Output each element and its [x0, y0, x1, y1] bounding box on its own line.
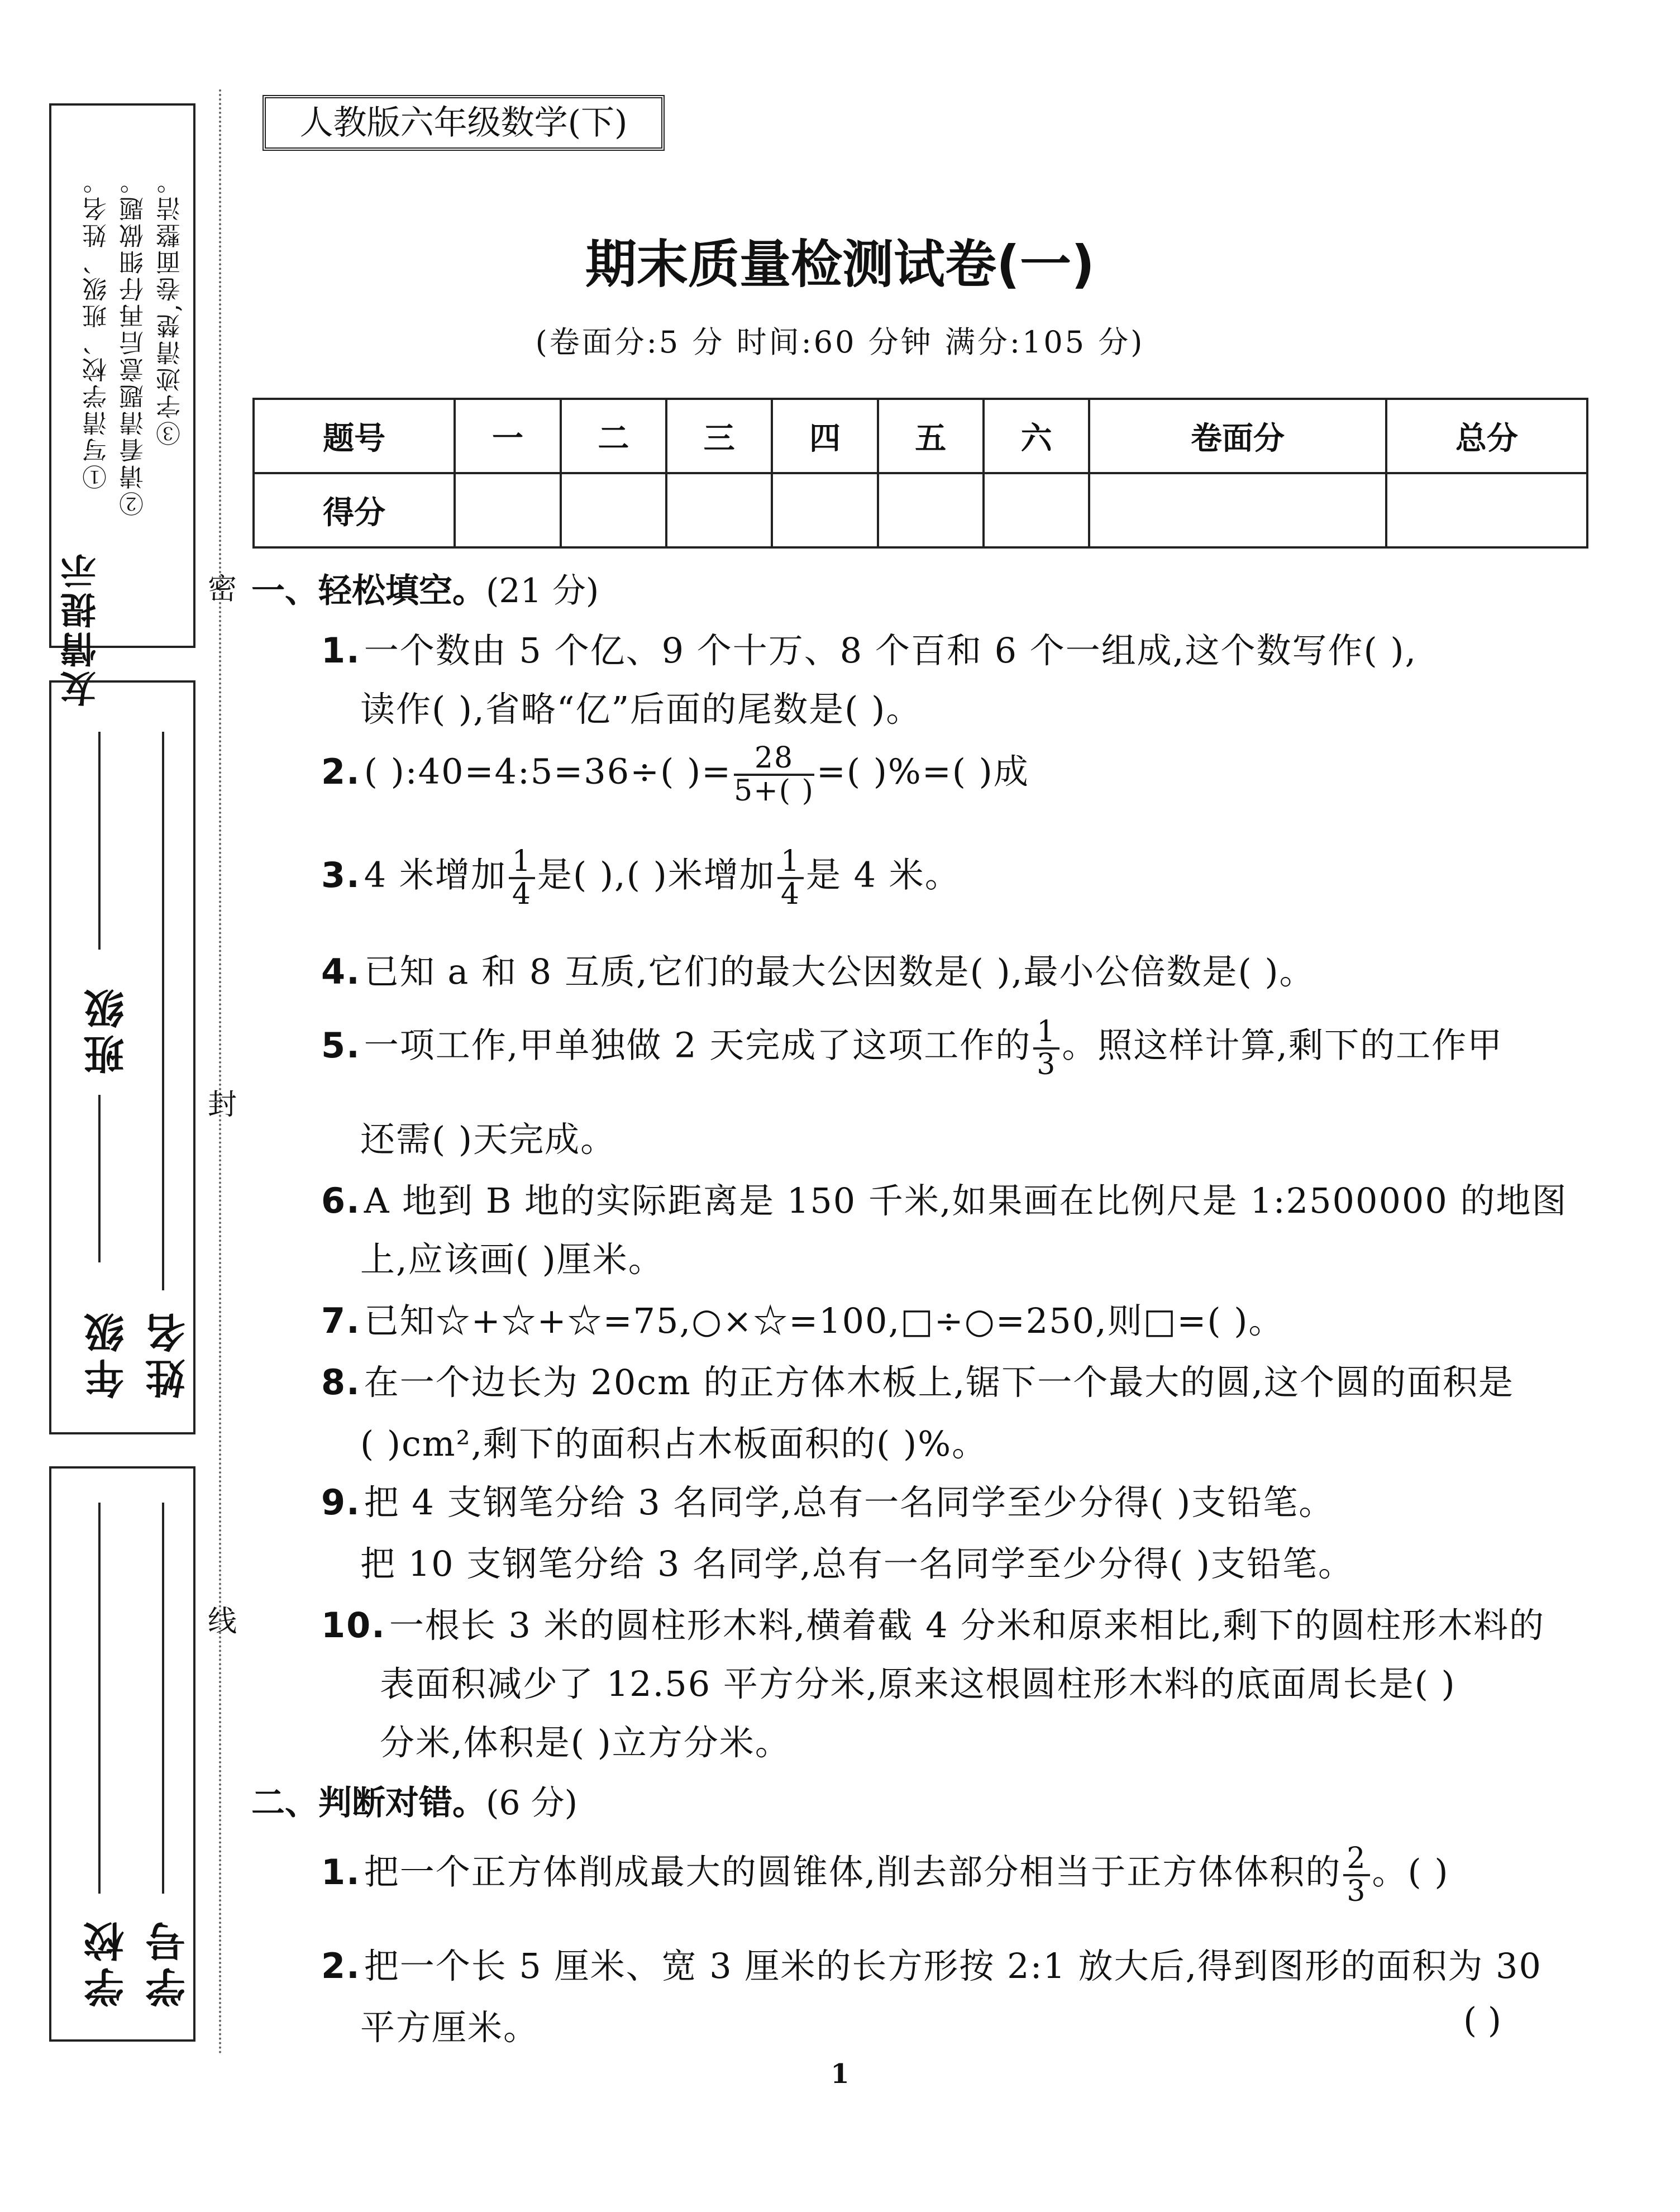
question-text: 一个数由 5 个亿、9 个十万、8 个百和 6 个一组成,这个数写作( ),	[364, 630, 1417, 671]
question-1-1	[321, 623, 1417, 673]
fraction	[777, 846, 804, 909]
score-cell[interactable]	[984, 473, 1089, 547]
seal-mark-mi: 密	[208, 573, 237, 606]
student-number-label: 学号	[145, 1916, 192, 2008]
question-text: 把 4 支钢笔分给 3 名同学,总有一名同学至少分得( )支铅笔。	[364, 1482, 1335, 1523]
question-text: 把一个长 5 厘米、宽 3 厘米的长方形按 2:1 放大后,得到图形的面积为 30	[364, 1946, 1542, 1986]
question-text: 已知☆+☆+☆=75,○×☆=100,□÷○=250,则□=( )。	[364, 1300, 1285, 1341]
fraction-numerator: 2	[1343, 1843, 1369, 1876]
question-1-9-line-2: 把 10 支钢笔分给 3 名同学,总有一名同学至少分得( )支铅笔。	[360, 1543, 1354, 1584]
question-text: 在一个边长为 20cm 的正方体木板上,锯下一个最大的圆,这个圆的面积是	[364, 1362, 1514, 1403]
question-number: 1.	[321, 630, 361, 671]
score-col-6: 六	[984, 399, 1089, 473]
page-number: 1	[831, 2058, 849, 2090]
question-1-9	[321, 1475, 1334, 1524]
question-2-1	[321, 1843, 1449, 1906]
section-1-points: (21 分)	[486, 571, 599, 611]
question-1-2	[321, 743, 1029, 806]
score-cell[interactable]	[666, 473, 772, 547]
fraction	[734, 743, 814, 806]
question-text-c: 是 4 米。	[805, 854, 961, 895]
name-line	[162, 732, 164, 1290]
question-1-10-line-2: 表面积减少了 12.56 平方分米,原来这根圆柱形木料的底面周长是( )	[380, 1663, 1456, 1704]
question-number: 9.	[321, 1482, 361, 1523]
question-1-1-line-2: 读作( ),省略“亿”后面的尾数是( )。	[360, 689, 922, 730]
question-number: 3.	[321, 854, 361, 895]
question-text-a: ( ):40=4:5=36÷( )=	[364, 751, 732, 792]
score-cell[interactable]	[455, 473, 560, 547]
question-text-b: 是( ),( )米增加	[537, 854, 775, 895]
fraction-denominator: 5+( )	[734, 774, 814, 808]
score-cell[interactable]	[561, 473, 666, 547]
score-col-total: 总分	[1386, 399, 1587, 473]
class-line	[98, 1095, 101, 1262]
score-row-label: 得分	[254, 473, 455, 547]
question-text-a: 把一个正方体削成最大的圆锥体,削去部分相当于正方体体积的	[364, 1851, 1342, 1892]
question-text: 已知 a 和 8 互质,它们的最大公因数是( ),最小公倍数是( )。	[364, 951, 1315, 992]
question-number: 5.	[321, 1024, 361, 1066]
score-col-neatness: 卷面分	[1089, 399, 1386, 473]
tip-2: ②请看清题意后再仔细做题。	[120, 168, 148, 516]
question-1-8	[321, 1355, 1514, 1404]
score-cell[interactable]	[1089, 473, 1386, 547]
score-col-1: 一	[455, 399, 560, 473]
seal-mark-feng: 封	[208, 1088, 237, 1122]
section-2-heading	[251, 1776, 578, 1824]
fraction	[509, 846, 535, 909]
question-2-2-line-2: 平方厘米。	[360, 2007, 540, 2048]
page-title: 期末质量检测试卷(一)	[585, 235, 1095, 294]
exam-info: (卷面分:5 分 时间:60 分钟 满分:105 分)	[535, 325, 1145, 360]
score-cell[interactable]	[772, 473, 877, 547]
grade-line	[98, 732, 101, 950]
fraction	[1033, 1017, 1059, 1080]
section-2-points: (6 分)	[486, 1784, 578, 1823]
class-label: 班级	[84, 983, 131, 1075]
question-number: 4.	[321, 951, 361, 992]
question-1-10-line-3: 分米,体积是( )立方分米。	[380, 1722, 791, 1763]
student-number-line	[162, 1503, 164, 1894]
question-1-8-line-2: ( )cm²,剩下的面积占木板面积的( )%。	[360, 1423, 988, 1464]
question-number: 2.	[321, 751, 361, 792]
seal-mark-xian: 线	[208, 1605, 237, 1638]
question-text-b: =( )%=( )成	[816, 751, 1029, 792]
question-number: 2.	[321, 1946, 361, 1986]
question-number: 1.	[321, 1851, 361, 1892]
question-1-5	[321, 1017, 1503, 1080]
section-1-title: 一、轻松填空。	[251, 571, 486, 611]
question-1-7	[321, 1293, 1284, 1343]
fraction-numerator: 28	[734, 743, 814, 776]
question-number: 8.	[321, 1362, 361, 1403]
question-1-10	[321, 1598, 1545, 1647]
question-1-6-line-2: 上,应该画( )厘米。	[360, 1239, 664, 1280]
fraction-numerator: 1	[509, 846, 535, 879]
score-col-3: 三	[666, 399, 772, 473]
question-number: 10.	[321, 1605, 386, 1646]
score-col-4: 四	[772, 399, 877, 473]
school-line	[98, 1503, 101, 1894]
section-2-title: 二、判断对错。	[251, 1784, 486, 1823]
question-text-b: 。( )	[1372, 1851, 1449, 1892]
fraction-denominator: 4	[780, 877, 800, 911]
score-header-label: 题号	[254, 399, 455, 473]
school-label: 学校	[84, 1916, 131, 2008]
edition-label: 人教版六年级数学(下)	[262, 95, 665, 151]
fraction-denominator: 3	[1347, 1874, 1367, 1908]
score-col-5: 五	[878, 399, 984, 473]
answer-paren[interactable]: ( )	[1463, 2000, 1502, 2041]
question-text-a: 一项工作,甲单独做 2 天完成了这项工作的	[364, 1024, 1032, 1066]
question-1-4	[321, 944, 1315, 994]
score-cell[interactable]	[878, 473, 984, 547]
score-table	[252, 398, 1588, 549]
tip-3: ③字迹清楚,卷面整洁。	[156, 168, 185, 446]
question-text: A 地到 B 地的实际距离是 150 千米,如果画在比例尺是 1:2500000 的地图	[364, 1180, 1568, 1221]
fraction-numerator: 1	[777, 846, 804, 879]
question-text-b: 。照这样计算,剩下的工作甲	[1062, 1024, 1504, 1066]
binding-dotted-line	[219, 89, 221, 2056]
grade-label: 年级	[84, 1307, 131, 1399]
fraction-numerator: 1	[1033, 1017, 1059, 1050]
section-1-heading	[251, 564, 599, 612]
score-table-header-row	[254, 399, 1587, 473]
question-text: 一根长 3 米的圆柱形木料,横着截 4 分米和原来相比,剩下的圆柱形木料的	[389, 1605, 1545, 1646]
question-number: 7.	[321, 1300, 361, 1341]
tips-title: 友情提示	[61, 550, 102, 707]
score-col-2: 二	[561, 399, 666, 473]
question-2-2	[321, 1938, 1542, 1988]
score-table-score-row	[254, 473, 1587, 547]
name-label: 姓名	[145, 1307, 192, 1399]
question-1-3	[321, 846, 961, 909]
question-1-5-line-2: 还需( )天完成。	[360, 1119, 617, 1160]
score-cell[interactable]	[1386, 473, 1587, 547]
question-1-6	[321, 1173, 1568, 1223]
question-number: 6.	[321, 1180, 361, 1221]
fraction-denominator: 4	[512, 877, 532, 911]
question-text-a: 4 米增加	[364, 854, 507, 895]
fraction	[1343, 1843, 1369, 1906]
fraction-denominator: 3	[1037, 1047, 1057, 1081]
tip-1: ①写清学校、班级、姓名。	[83, 168, 111, 489]
